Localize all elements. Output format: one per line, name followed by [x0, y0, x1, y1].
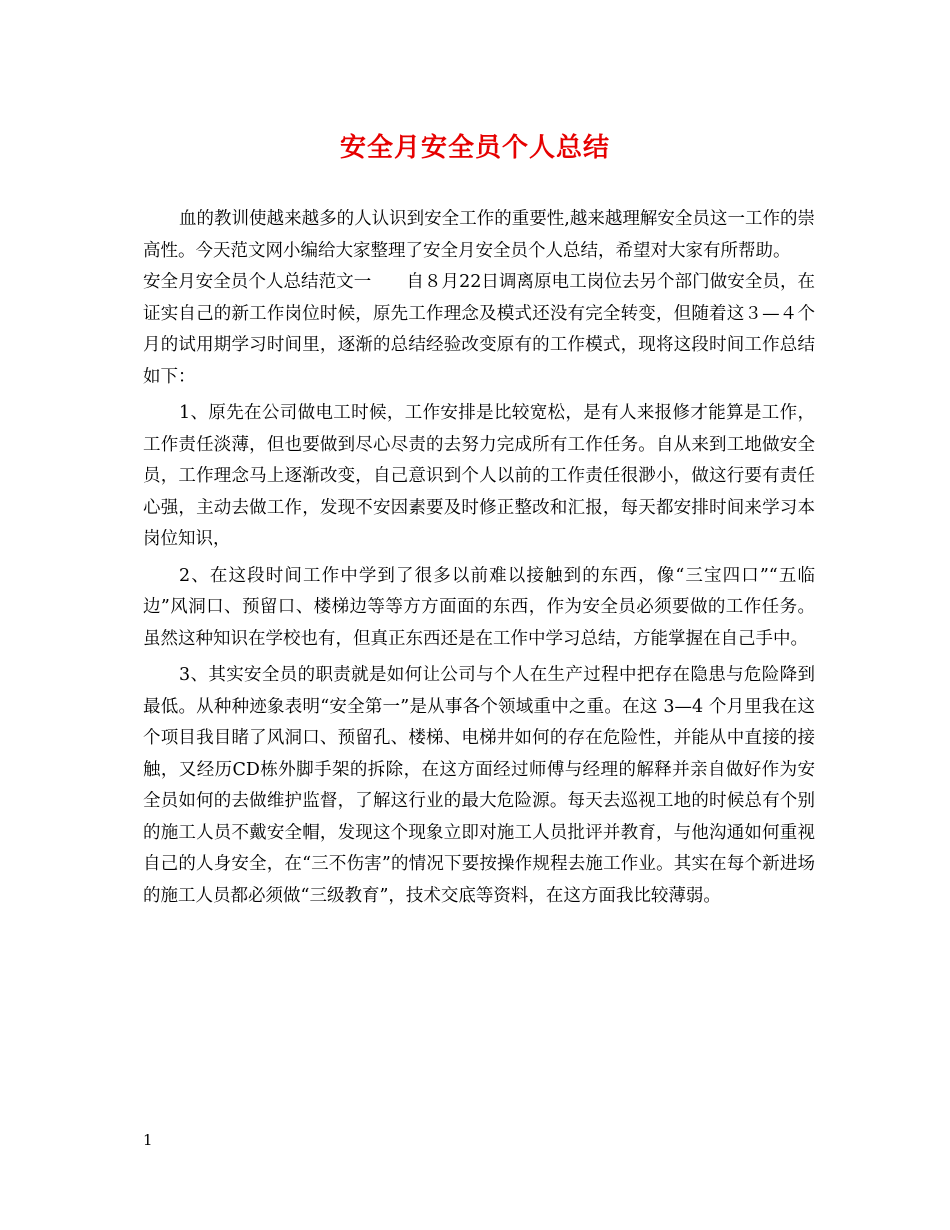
sample-intro-paragraph: 安全月安全员个人总结范文一 自８月22日调离原电工岗位去另个部门做安全员，在证实自己的新工作岗位时候，原先工作理念及模式还没有完全转变，但随着这３—４个月的试用期学习时间里，逐渐的总结经验改变原有的工作模式，现将这段时间工作总结如下：	[143, 272, 815, 387]
point-two-paragraph: 2、在这段时间工作中学到了很多以前难以接触到的东西，像“三宝四口”“五临边”风洞口、预留口、楼梯边等等方方面面的东西，作为安全员必须要做的工作任务。虽然这种知识在学校也有，但真正东西还是在工作中学习总结，方能掌握在自己手中。	[143, 565, 815, 649]
point-three-paragraph: 3、其实安全员的职责就是如何让公司与个人在生产过程中把存在隐患与危险降到最低。从种种迹象表明“安全第一”是从事各个领域重中之重。在这 3—4 个月里我在这个项目我目睹了风洞口、预留孔、楼梯、电梯井如何的存在危险性，并能从中直接的接触，又经历CD栋外脚手架的拆除，在这方面经过师傅与经理的解释并亲自做好作为安全员如何的去做维护监督，了解这行业的最大危险源。每天去巡视工地的时候总有个别的施工人员不戴安全帽，发现这个现象立即对施工人员批评并教育，与他沟通如何重视自己的人身安全，在“三不伤害”的情况下要按操作规程去施工作业。其实在每个新进场的施工人员都必须做“三级教育”，技术交底等资料，在这方面我比较薄弱。	[143, 665, 815, 906]
document-body	[143, 204, 815, 912]
page-number: 1	[143, 1131, 153, 1149]
point-one-paragraph: 1、原先在公司做电工时候，工作安排是比较宽松，是有人来报修才能算是工作，工作责任淡薄，但也要做到尽心尽责的去努力完成所有工作任务。自从来到工地做安全员，工作理念马上逐渐改变，自己意识到个人以前的工作责任很渺小，做这行要有责任心强，主动去做工作，发现不安因素要及时修正整改和汇报，每天都安排时间来学习本岗位知识，	[143, 403, 815, 549]
intro-paragraph: 血的教训使越来越多的人认识到安全工作的重要性,越来越理解安全员这一工作的崇高性。今天范文网小编给大家整理了安全月安全员个人总结，希望对大家有所帮助。	[143, 209, 815, 261]
document-title: 安全月安全员个人总结	[339, 133, 610, 163]
